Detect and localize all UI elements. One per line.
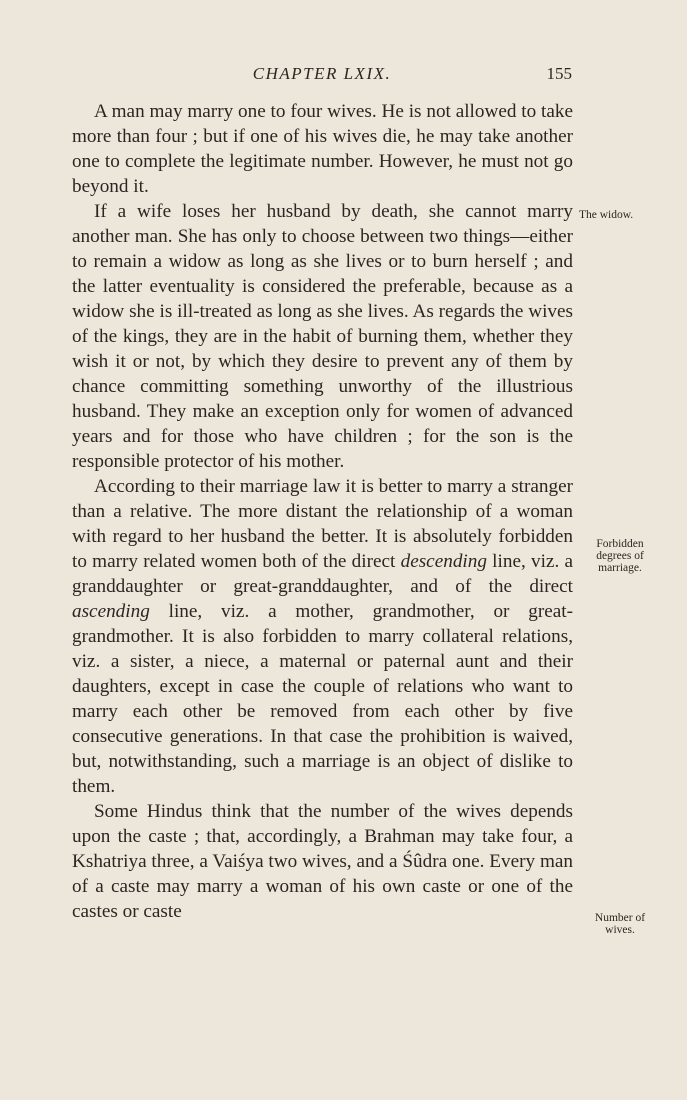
paragraph-widow: If a wife loses her husband by death, she cannot marry another man. She has only to choose between two things—either to remain a widow as long as she lives or to burn herself ; and the latter eventuality is considered the preferable, because as a widow she is ill-treated as long as she lives. As regards the wives of the kings, they are in the habit of burning them, whether they wish it or not, by which they desire to prevent any of them by chance committing something unworthy of the illustrious husband. They make an exception only for women of advanced years and for those who have children ; for the son is the responsible protector of his mother. [72, 201, 573, 472]
margin-note-forbidden-degrees: Forbidden degrees of marriage. [596, 538, 644, 574]
paragraph-wives-count: A man may marry one to four wives. He is not allowed to take more than four ; but if one of his wives die, he may take another one to complete the legitimate number. However, he must not go beyond it. [72, 101, 573, 197]
paragraph-number-by-caste: Some Hindus think that the number of the wives depends upon the caste ; that, accordingly, a Brahman may take four, a Kshatriya three, a Vaiśya two wives, and a Śûdra one. Every man of a caste may marry a woman of his own caste or one of the castes or caste [72, 801, 573, 922]
running-head [72, 64, 572, 88]
paragraph-text-segment: According to their marriage law it is better to marry a stranger than a relative. The more distant the relationship of a woman with regard to her husband the better. It is absolutely forbidden to marry related women both of the direct [72, 476, 573, 572]
paragraph-forbidden-degrees [72, 474, 573, 799]
paragraph-text-segment: line, viz. a granddaughter or great-granddaughter, and of the direct [72, 551, 573, 597]
italic-term-ascending: ascending [72, 601, 150, 622]
margin-note-number-of-wives: Number of wives. [594, 912, 646, 936]
italic-term-descending: descending [400, 551, 487, 572]
page-number: 155 [546, 64, 572, 83]
body-text [72, 99, 573, 924]
paragraph-text-segment: line, viz. a mother, grandmother, or great-grandmother. It is also forbidden to marry collateral relations, viz. a sister, a niece, a maternal or paternal aunt and their daughters, except in case the couple of relations who want to marry each other be removed from each other by five consecutive generations. In that case the prohibition is waived, but, notwithstanding, such a marriage is an object of dislike to them. [72, 601, 573, 797]
margin-note-widow: The widow. [579, 209, 634, 221]
chapter-title: CHAPTER LXIX. [252, 64, 392, 83]
